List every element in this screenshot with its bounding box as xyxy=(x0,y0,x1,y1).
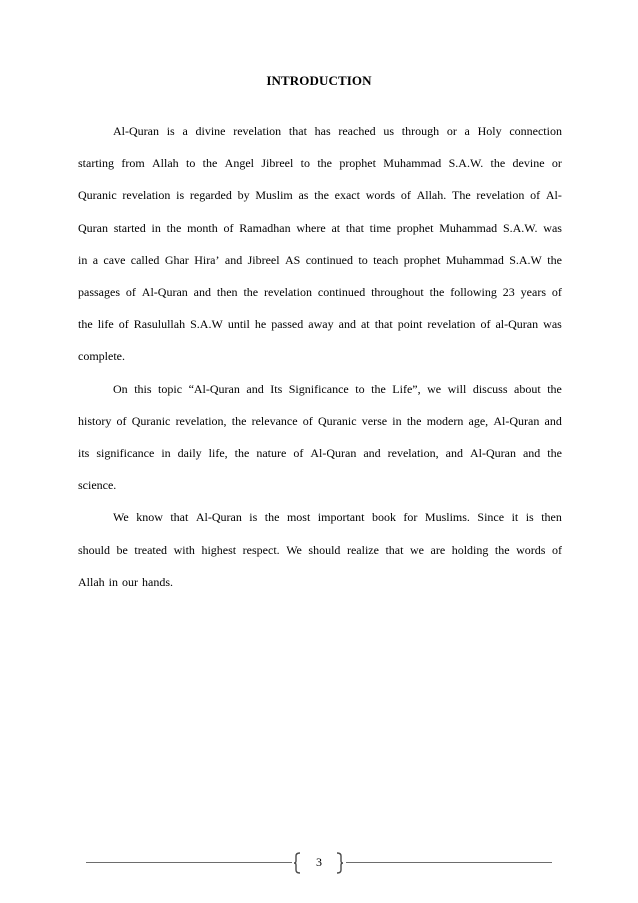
text-line: should be treated with highest respect. We should realize that we are holding the words of xyxy=(78,543,562,557)
footer-rule-left xyxy=(86,862,292,863)
page-title: INTRODUCTION xyxy=(266,73,372,88)
text-line: Quranic revelation is regarded by Muslim as the exact words of Allah. The revelation of Al- xyxy=(78,188,562,202)
text-line: On this topic “Al-Quran and Its Significance to the Life”, we will discuss about the xyxy=(113,382,562,396)
text-line: its significance in daily life, the nature of Al-Quran and revelation, and Al-Quran and the xyxy=(78,446,562,460)
text-line: We know that Al-Quran is the most important book for Muslims. Since it is then xyxy=(113,510,562,524)
text-line: science. xyxy=(78,478,117,492)
text-line: history of Quranic revelation, the relevance of Quranic verse in the modern age, Al-Quran and xyxy=(78,414,562,428)
text-line: passages of Al-Quran and then the revelation continued throughout the following 23 years of xyxy=(78,285,562,299)
footer-bracket-right xyxy=(336,852,344,874)
text-line: Quran started in the month of Ramadhan where at that time prophet Muhammad S.A.W. was xyxy=(78,221,562,235)
footer-rule-right xyxy=(346,862,552,863)
page-number: 3 xyxy=(316,855,322,869)
text-line: complete. xyxy=(78,349,125,363)
text-line: starting from Allah to the Angel Jibreel to the prophet Muhammad S.A.W. the devine or xyxy=(78,156,562,170)
text-line: the life of Rasulullah S.A.W until he passed away and at that point revelation of al-Quran was xyxy=(78,317,562,331)
text-line: in a cave called Ghar Hira’ and Jibreel AS continued to teach prophet Muhammad S.A.W the xyxy=(78,253,562,267)
text-line: Allah in our hands. xyxy=(78,575,174,589)
text-line: Al-Quran is a divine revelation that has reached us through or a Holy connection xyxy=(113,124,562,138)
